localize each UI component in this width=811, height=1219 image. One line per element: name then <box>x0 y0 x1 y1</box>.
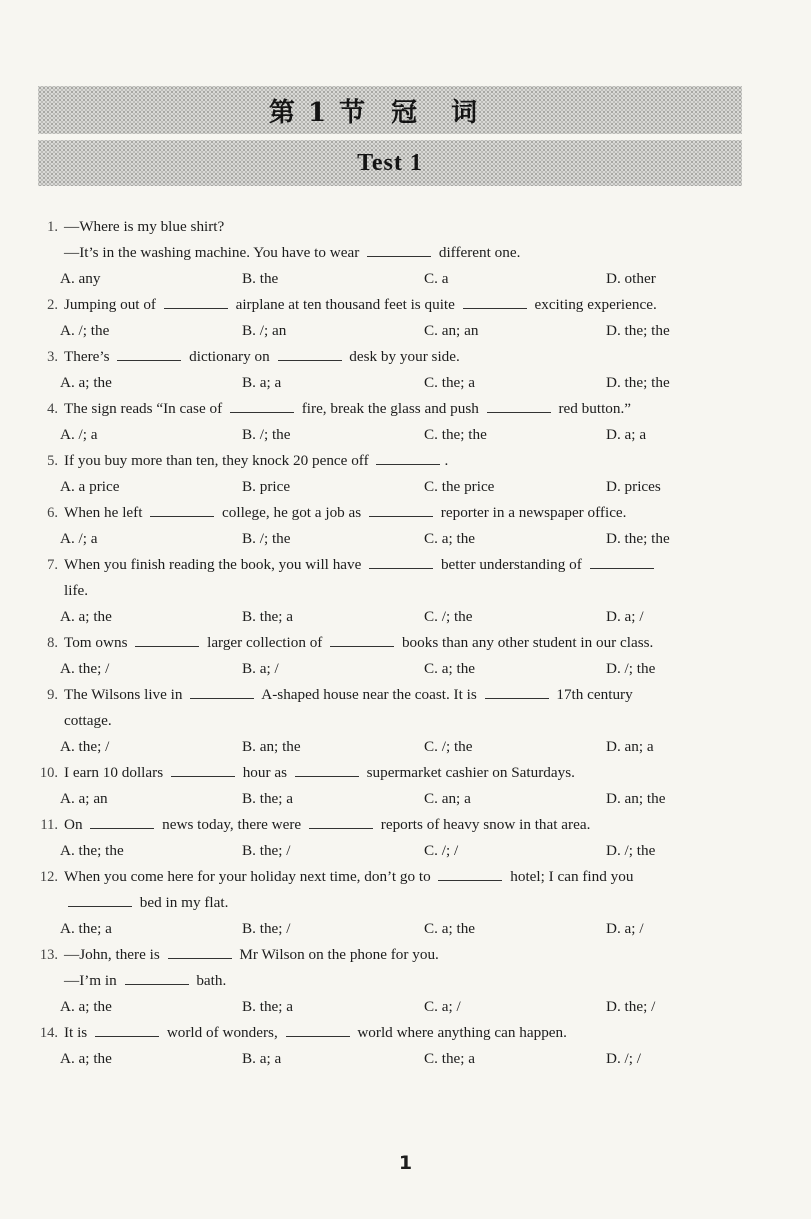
answer-blank <box>150 502 214 517</box>
question-number: 1. <box>47 219 58 235</box>
answer-option: D. the; the <box>606 530 670 547</box>
option-row <box>32 838 744 864</box>
answer-option: A. any <box>60 270 101 287</box>
stem-text: reports of heavy snow in that area. <box>376 816 591 833</box>
answer-option: C. a; / <box>424 998 461 1015</box>
test-title: Test 1 <box>357 149 423 176</box>
question-stem-line <box>32 396 744 422</box>
question-number: 6. <box>47 505 58 521</box>
question-item <box>32 448 744 500</box>
stem-text: I earn 10 dollars <box>64 764 167 781</box>
answer-option: D. the; / <box>606 998 656 1015</box>
question-stem <box>64 864 744 890</box>
question-stem-line <box>32 578 744 604</box>
answer-blank <box>135 632 199 647</box>
option-row <box>32 1046 744 1072</box>
answer-option: A. a; the <box>60 1050 112 1067</box>
section-label: 第 1 节 <box>268 97 368 128</box>
option-row <box>32 318 744 344</box>
answer-option: D. /; / <box>606 1050 642 1067</box>
answer-option: A. /; a <box>60 530 98 547</box>
question-number: 7. <box>47 557 58 573</box>
stem-text: bed in my flat. <box>136 894 229 911</box>
question-stem <box>64 968 744 994</box>
answer-option: B. /; an <box>242 322 287 339</box>
question-stem-line <box>32 344 744 370</box>
question-item <box>32 1020 744 1072</box>
stem-text: Jumping out of <box>64 296 160 313</box>
answer-option: B. the; / <box>242 842 291 859</box>
question-item <box>32 396 744 448</box>
stem-text: . <box>444 452 449 469</box>
stem-text: larger collection of <box>203 634 327 651</box>
question-stem <box>64 552 744 578</box>
answer-blank <box>438 866 502 881</box>
question-stem-line <box>32 1020 744 1046</box>
question-stem-line <box>32 292 744 318</box>
stem-text: fire, break the glass and push <box>297 400 483 417</box>
question-item <box>32 864 744 942</box>
question-stem-line <box>32 890 744 916</box>
question-stem-line <box>32 500 744 526</box>
question-stem-line <box>32 682 744 708</box>
answer-option: D. a; a <box>606 426 647 443</box>
answer-blank <box>168 944 232 959</box>
answer-option: B. the; / <box>242 920 291 937</box>
option-row <box>32 656 744 682</box>
stem-text: —Where is my blue shirt? <box>64 218 225 235</box>
answer-blank <box>487 398 551 413</box>
stem-text: books than any other student in our class. <box>398 634 654 651</box>
answer-option: C. a; the <box>424 660 476 677</box>
question-stem-line <box>32 864 744 890</box>
question-stem <box>64 760 744 786</box>
question-stem <box>64 344 744 370</box>
stem-text: Mr Wilson on the phone for you. <box>235 946 439 963</box>
answer-option: C. the; the <box>424 426 487 443</box>
question-stem <box>64 890 744 916</box>
answer-option: D. the; the <box>606 322 670 339</box>
page-number: 1 <box>398 1152 413 1174</box>
stem-text: better understanding of <box>437 556 586 573</box>
question-stem-line <box>32 760 744 786</box>
question-item <box>32 292 744 344</box>
stem-text: dictionary on <box>185 348 274 365</box>
stem-text: The Wilsons live in <box>64 686 187 703</box>
question-stem <box>64 708 744 734</box>
option-row <box>32 786 744 812</box>
answer-option: A. the; the <box>60 842 124 859</box>
answer-option: C. the price <box>424 478 495 495</box>
stem-text: world of wonders, <box>163 1024 282 1041</box>
stem-text: When you finish reading the book, you will have <box>64 556 366 573</box>
stem-text: A-shaped house near the coast. It is <box>258 686 481 703</box>
answer-option: B. an; the <box>242 738 301 755</box>
question-item <box>32 552 744 630</box>
answer-option: B. a; a <box>242 374 282 391</box>
answer-blank <box>278 346 342 361</box>
stem-text: hotel; I can find you <box>506 868 634 885</box>
question-stem-line <box>32 708 744 734</box>
answer-blank <box>95 1022 159 1037</box>
question-list <box>32 214 744 1072</box>
answer-option: D. an; a <box>606 738 654 755</box>
question-stem <box>64 448 744 474</box>
question-stem-line <box>32 630 744 656</box>
stem-text: If you buy more than ten, they knock 20 pence off <box>64 452 373 469</box>
stem-text: There’s <box>64 348 114 365</box>
question-number: 2. <box>47 297 58 313</box>
question-stem-line <box>32 448 744 474</box>
question-stem <box>64 396 744 422</box>
answer-option: A. a price <box>60 478 120 495</box>
question-stem <box>64 500 744 526</box>
option-row <box>32 370 744 396</box>
answer-blank <box>117 346 181 361</box>
stem-text: college, he got a job as <box>218 504 365 521</box>
question-stem <box>64 630 744 656</box>
answer-blank <box>171 762 235 777</box>
answer-option: D. an; the <box>606 790 666 807</box>
answer-option: A. the; a <box>60 920 112 937</box>
answer-option: D. /; the <box>606 842 656 859</box>
answer-blank <box>369 554 433 569</box>
question-number: 5. <box>47 453 58 469</box>
stem-text: When he left <box>64 504 147 521</box>
question-item <box>32 812 744 864</box>
stem-text: red button.” <box>554 400 632 417</box>
stem-text: On <box>64 816 87 833</box>
answer-option: C. /; the <box>424 608 473 625</box>
answer-option: B. price <box>242 478 291 495</box>
stem-text: hour as <box>238 764 291 781</box>
stem-text: cottage. <box>64 712 112 729</box>
question-number: 10. <box>39 765 58 781</box>
option-row <box>32 734 744 760</box>
question-item <box>32 760 744 812</box>
answer-option: C. the; a <box>424 374 476 391</box>
question-stem <box>64 240 744 266</box>
question-number: 11. <box>40 817 58 833</box>
option-row <box>32 266 744 292</box>
option-row <box>32 422 744 448</box>
answer-option: A. a; the <box>60 998 112 1015</box>
question-stem-line <box>32 812 744 838</box>
answer-option: D. prices <box>606 478 661 495</box>
stem-text: —It’s in the washing machine. You have to wear <box>64 244 364 261</box>
answer-option: C. the; a <box>424 1050 476 1067</box>
stem-text: 17th century <box>552 686 633 703</box>
stem-text: different one. <box>435 244 521 261</box>
answer-blank <box>286 1022 350 1037</box>
answer-option: A. a; the <box>60 374 112 391</box>
question-number: 8. <box>47 635 58 651</box>
option-row <box>32 526 744 552</box>
answer-option: A. the; / <box>60 738 110 755</box>
answer-option: C. /; / <box>424 842 459 859</box>
question-number: 13. <box>39 947 58 963</box>
answer-option: C. an; an <box>424 322 479 339</box>
question-item <box>32 630 744 682</box>
answer-blank <box>309 814 373 829</box>
question-stem <box>64 682 744 708</box>
question-number: 12. <box>39 869 58 885</box>
answer-option: A. the; / <box>60 660 110 677</box>
answer-blank <box>376 450 440 465</box>
answer-blank <box>125 970 189 985</box>
option-row <box>32 474 744 500</box>
answer-option: B. a; / <box>242 660 279 677</box>
question-item <box>32 942 744 1020</box>
answer-option: A. a; the <box>60 608 112 625</box>
stem-text: reporter in a newspaper office. <box>437 504 627 521</box>
answer-option: C. /; the <box>424 738 473 755</box>
question-stem <box>64 292 744 318</box>
stem-text: exciting experience. <box>530 296 657 313</box>
stem-text: —John, there is <box>64 946 164 963</box>
question-number: 3. <box>47 349 58 365</box>
stem-text: life. <box>64 582 89 599</box>
question-stem-line <box>32 240 744 266</box>
section-header-band <box>38 86 742 134</box>
answer-option: C. an; a <box>424 790 471 807</box>
answer-blank <box>367 242 431 257</box>
answer-option: A. /; a <box>60 426 98 443</box>
question-stem-line <box>32 214 744 240</box>
answer-blank <box>330 632 394 647</box>
question-number: 14. <box>39 1025 58 1041</box>
option-row <box>32 604 744 630</box>
question-item <box>32 682 744 760</box>
answer-blank <box>485 684 549 699</box>
stem-text: supermarket cashier on Saturdays. <box>362 764 575 781</box>
stem-text: world where anything can happen. <box>353 1024 567 1041</box>
answer-blank <box>230 398 294 413</box>
stem-text: bath. <box>192 972 227 989</box>
stem-text: When you come here for your holiday next time, don’t go to <box>64 868 435 885</box>
answer-blank <box>590 554 654 569</box>
question-stem <box>64 578 744 604</box>
answer-blank <box>369 502 433 517</box>
stem-text: Tom owns <box>64 634 132 651</box>
answer-option: C. a; the <box>424 920 476 937</box>
stem-text: airplane at ten thousand feet is quite <box>231 296 459 313</box>
answer-blank <box>90 814 154 829</box>
answer-option: B. the <box>242 270 279 287</box>
answer-option: B. the; a <box>242 608 294 625</box>
answer-option: B. the; a <box>242 998 294 1015</box>
stem-text: desk by your side. <box>345 348 460 365</box>
stem-text: —I’m in <box>64 972 121 989</box>
question-item <box>32 344 744 396</box>
stem-text: news today, there were <box>158 816 305 833</box>
answer-blank <box>164 294 228 309</box>
answer-option: D. a; / <box>606 608 644 625</box>
answer-option: D. other <box>606 270 656 287</box>
stem-text: It is <box>64 1024 92 1041</box>
test-title-band <box>38 140 742 186</box>
question-stem-line <box>32 968 744 994</box>
option-row <box>32 994 744 1020</box>
answer-option: D. a; / <box>606 920 644 937</box>
question-item <box>32 500 744 552</box>
answer-blank <box>295 762 359 777</box>
answer-option: A. a; an <box>60 790 108 807</box>
question-stem <box>64 942 744 968</box>
answer-option: D. /; the <box>606 660 656 677</box>
question-stem-line <box>32 942 744 968</box>
option-row <box>32 916 744 942</box>
answer-blank <box>68 892 132 907</box>
answer-option: B. /; the <box>242 426 291 443</box>
answer-option: A. /; the <box>60 322 110 339</box>
question-stem <box>64 812 744 838</box>
answer-option: C. a <box>424 270 449 287</box>
question-stem-line <box>32 552 744 578</box>
question-item <box>32 214 744 292</box>
question-number: 9. <box>47 687 58 703</box>
stem-text: The sign reads “In case of <box>64 400 226 417</box>
answer-option: B. /; the <box>242 530 291 547</box>
question-stem <box>64 1020 744 1046</box>
answer-option: B. a; a <box>242 1050 282 1067</box>
answer-option: C. a; the <box>424 530 476 547</box>
question-number: 4. <box>47 401 58 417</box>
answer-option: B. the; a <box>242 790 294 807</box>
answer-blank <box>463 294 527 309</box>
section-title: 冠词 <box>391 97 512 128</box>
answer-option: D. the; the <box>606 374 670 391</box>
question-stem <box>64 214 744 240</box>
answer-blank <box>190 684 254 699</box>
